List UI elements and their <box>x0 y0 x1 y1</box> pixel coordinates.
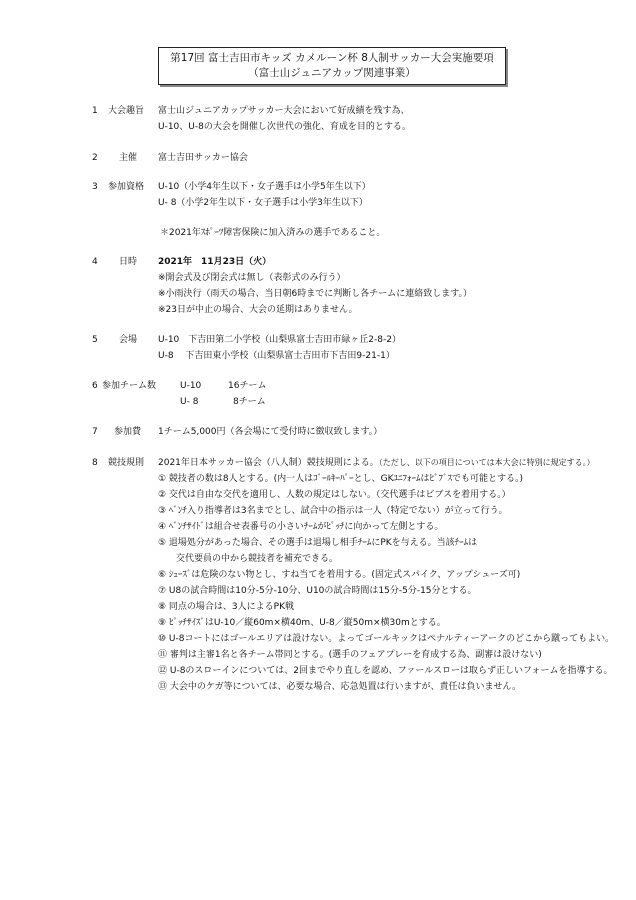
section-1-number: 1 <box>92 106 98 116</box>
rule-item: ⑨ ﾋﾟｯﾁｻｲｽﾞはU-10／縦60m×横40m、U-8／縦50m×横30mとする。 <box>158 618 446 628</box>
section-3-number: 3 <box>92 182 98 192</box>
section-5-number: 5 <box>92 335 98 345</box>
rule-item: ⑬ 大会中のケガ等については、必要な場合、応急処置は行いますが、責任は負いません。 <box>158 682 522 692</box>
section-1-label: 大会趣旨 <box>108 106 145 116</box>
participation-fee: 1チーム5,000円（各会場にて受付時に徴収致します。） <box>158 427 383 437</box>
section-4-line: ※小雨決行（雨天の場合、当日朝6時までに判断し各チームに連絡致します。） <box>158 289 473 299</box>
rule-item: ⑪ 審判は主審1名と各チーム帯同とする。(選手のフェアプレーを育成する為、副審は設けない) <box>158 650 542 660</box>
section-4-line: ※開会式及び閉会式は無し（表彰式のみ行う） <box>158 273 346 283</box>
rule-item: ⑤ 退場処分があった場合、その選手は退場し相手ﾁｰﾑにPKを与える。当該ﾁｰﾑは <box>158 538 478 548</box>
team-count-value: 8チーム <box>233 397 266 407</box>
rule-item: 交代要員の中から競技者を補充できる。 <box>158 554 339 564</box>
rule-item: ④ ﾍﾞﾝﾁｻｲﾄﾞは組合せ表番号の小さいﾁｰﾑがﾋﾟｯﾁに向かって左側とする。 <box>158 522 444 532</box>
event-date: 2021年 11月23日（火） <box>158 257 272 267</box>
section-2-label: 主催 <box>119 153 138 163</box>
rules-intro-note: （ただし、以下の項目については本大会に特別に規定する。） <box>378 458 595 467</box>
section-4-label: 日時 <box>119 257 138 267</box>
rule-item: ① 競技者の数は8人とする。(内一人はｺﾞｰﾙｷｰﾊﾟｰとし、GKﾕﾆﾌｫｰﾑはﾋﾞﾌﾞｽでも可能とする。) <box>158 474 524 484</box>
document-subtitle: （富士山ジュニアカップ関連事業） <box>248 67 416 79</box>
team-count-category: U- 8 <box>180 397 199 407</box>
rules-intro <box>158 457 595 469</box>
section-3-line: U- 8（小学2年生以下・女子選手は小学3年生以下） <box>158 198 368 208</box>
rule-item: ⑩ U-8コートにはゴールエリアは設けない。よってゴールキックはペナルティーアークのどこから蹴ってもよい。 <box>158 634 615 644</box>
section-1-line: U-10、U-8の大会を開催し次世代の強化、育成を目的とする。 <box>158 122 411 132</box>
section-8-number: 8 <box>92 458 98 468</box>
section-7-number: 7 <box>92 427 98 437</box>
rule-item: ⑦ U8の試合時間は10分-5分-10分、U10の試合時間は15分-5分-15分とする。 <box>158 586 477 596</box>
section-6-label: 参加チーム数 <box>102 381 157 391</box>
section-3-label: 参加資格 <box>108 182 145 192</box>
rule-item: ② 交代は自由な交代を適用し、人数の規定はしない。（交代選手はビブスを着用する。） <box>158 490 511 500</box>
section-2-number: 2 <box>92 153 98 163</box>
section-2-line: 富士吉田サッカー協会 <box>158 153 248 163</box>
section-3-note: ＊2021年ｽﾎﾟｰﾂ障害保険に加入済みの選手であること。 <box>160 228 386 238</box>
venue-line: U-8 下吉田東小学校（山梨県富士吉田市下吉田9-21-1） <box>158 351 395 361</box>
section-3-line: U-10（小学4年生以下・女子選手は小学5年生以下） <box>158 182 371 192</box>
title-box <box>158 47 506 85</box>
team-count-category: U-10 <box>180 381 202 391</box>
rules-intro-text: 2021年日本サッカー協会（八人制）競技規則による。 <box>158 458 379 468</box>
section-7-label: 参加費 <box>114 427 142 437</box>
rule-item: ⑥ ｼｭｰｽﾞは危険のない物とし、すね当てを着用する。(固定式スパイク、アップシューズ可) <box>158 570 521 580</box>
venue-line: U-10 下吉田第二小学校（山梨県富士吉田市緑ヶ丘2-8-2） <box>158 335 401 345</box>
section-8-label: 競技規則 <box>108 458 145 468</box>
rule-item: ③ ﾍﾞﾝﾁ入り指導者は3名までとし、試合中の指示は一人（特定でない）が立って行う。 <box>158 506 508 516</box>
team-count-value: 16チーム <box>228 381 267 391</box>
section-4-number: 4 <box>92 257 98 267</box>
rule-item: ⑧ 同点の場合は、3人によるPK戦 <box>158 602 294 612</box>
section-6-number: 6 <box>92 381 98 391</box>
document-title: 第17回 富士吉田市キッズ カメルーン杯 8人制サッカー大会実施要項 <box>170 52 494 64</box>
section-1-line: 富士山ジュニアカップサッカー大会において好成績を残す為、 <box>158 106 410 116</box>
rule-item: ⑫ U-8のスローインについては、2回までやり直しを認め、ファールスローは取らず正しいフォームを指導する。 <box>158 666 613 676</box>
section-4-line: ※23日が中止の場合、大会の延期はありません。 <box>158 305 358 315</box>
section-5-label: 会場 <box>119 335 138 345</box>
